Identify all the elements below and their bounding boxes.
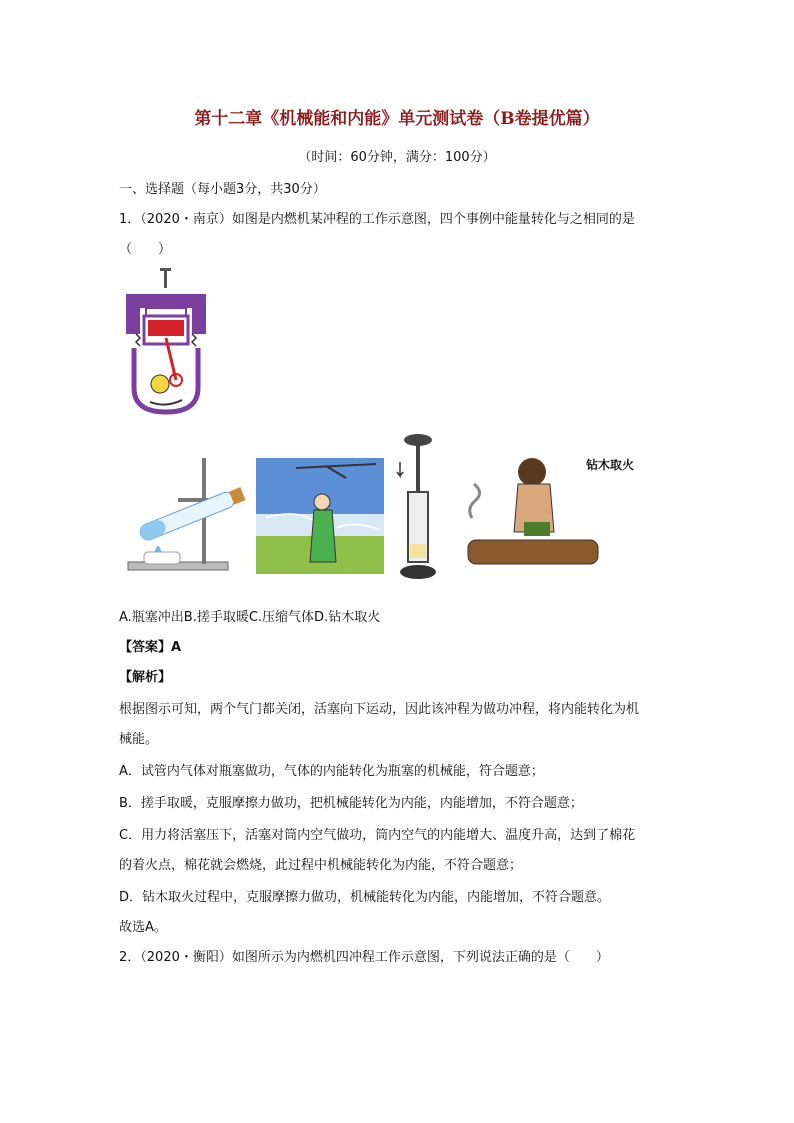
analysis-option-a: A．试管内气体对瓶塞做功，气体的内能转化为瓶塞的机械能，符合题意； — [119, 764, 544, 779]
analysis-option-b: B．搓手取暖，克服摩擦力做功，把机械能转化为内能，内能增加，不符合题意； — [119, 796, 583, 811]
rubbing-hands-figure — [256, 458, 384, 574]
test-tube-cork-figure — [118, 458, 252, 574]
section-heading: 一、选择题（每小题3分，共30分） — [119, 182, 326, 197]
question-1-options: A.瓶塞冲出B.搓手取暖C.压缩气体D.钻木取火 — [119, 610, 381, 625]
answer-label: 【答案】A — [119, 640, 182, 655]
question-1-blank: （ ） — [119, 242, 172, 257]
analysis-option-d: D．钻木取火过程中，克服摩擦力做功，机械能转化为内能，内能增加，不符合题意。 — [119, 890, 611, 905]
analysis-line-2: 械能。 — [119, 732, 159, 747]
compression-cylinder-figure — [396, 432, 440, 584]
analysis-option-c-line-2: 的着火点，棉花就会燃烧，此过程中机械能转化为内能，不符合题意； — [119, 858, 523, 873]
question-2-stem: 2．（2020・衡阳）如图所示为内燃机四冲程工作示意图，下列说法正确的是（ ） — [119, 950, 609, 965]
analysis-label: 【解析】 — [119, 670, 172, 685]
question-1-stem: 1．（2020・南京）如图是内燃机某冲程的工作示意图，四个事例中能量转化与之相同的是 — [119, 212, 635, 227]
analysis-conclusion: 故选A。 — [119, 920, 167, 935]
analysis-option-c-line-1: C．用力将活塞压下，活塞对筒内空气做功，筒内空气的内能增大、温度升高，达到了棉花 — [119, 828, 636, 843]
page-title: 第十二章《机械能和内能》单元测试卷（B卷提优篇） — [194, 109, 600, 129]
page-subtitle: （时间：60分钟，满分：100分） — [298, 150, 496, 165]
engine-stroke-diagram — [120, 268, 212, 416]
analysis-line-1: 根据图示可知，两个气门都关闭，活塞向下运动，因此该冲程为做功冲程，将内能转化为机 — [119, 702, 640, 717]
drill-fig-caption: 钻木取火 — [586, 458, 635, 472]
